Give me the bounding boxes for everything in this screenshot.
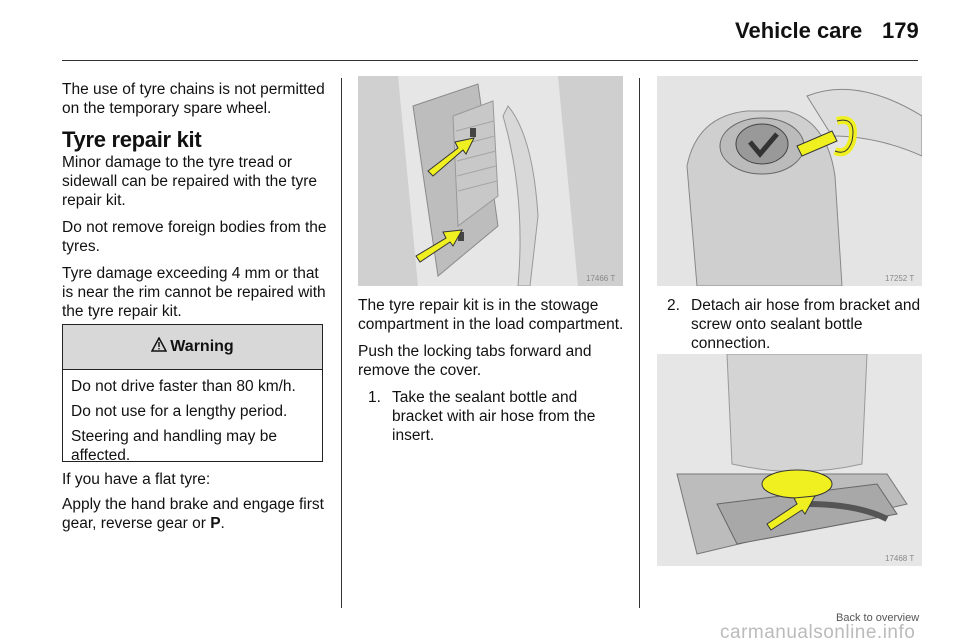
step-text: Detach air hose from bracket and screw onto sealant bottle connection. (691, 297, 921, 352)
gear-p-label: P (210, 515, 221, 532)
text-run: . (220, 515, 225, 532)
column-divider-1 (341, 78, 342, 608)
paragraph: If you have a flat tyre: (62, 471, 211, 488)
step-1 (358, 388, 628, 445)
column-divider-2 (639, 78, 640, 608)
back-to-overview-link[interactable]: Back to overview (836, 612, 920, 624)
warning-title: Warning (170, 338, 234, 355)
figure-number: 17468 T (885, 554, 915, 563)
paragraph: Tyre damage exceeding 4 mm or that is near the rim cannot be repaired with the tyre repair kit. (62, 265, 326, 320)
step-2 (667, 296, 922, 353)
warning-line: Steering and handling may be affected. (71, 428, 277, 464)
warning-header (63, 325, 322, 370)
intro-paragraph: The use of tyre chains is not permitted on the temporary spare wheel. (62, 81, 325, 117)
step-text: Take the sealant bottle and bracket with air hose from the insert. (392, 389, 596, 444)
warning-line: Do not drive faster than 80 km/h. (71, 378, 296, 395)
step-number: 2. (667, 297, 680, 314)
paragraph: Minor damage to the tyre tread or sidewall can be repaired with the tyre repair kit. (62, 154, 318, 209)
column-3 (667, 296, 922, 353)
warning-body (63, 370, 322, 465)
column-1 (62, 80, 327, 329)
header-divider (62, 60, 918, 61)
flat-tyre-instructions (62, 470, 327, 539)
watermark: carmanualsonline.info (720, 622, 916, 643)
figure-number: 17252 T (885, 274, 915, 283)
step-number: 1. (368, 389, 381, 406)
paragraph: Do not remove foreign bodies from the tyres. (62, 219, 327, 255)
paragraph: Push the locking tabs forward and remove the cover. (358, 343, 592, 379)
figure-bracket-hose (657, 354, 922, 566)
figure-sealant-bottle (657, 76, 922, 286)
paragraph (62, 495, 327, 533)
figure-number: 17466 T (586, 274, 616, 283)
section-heading: Tyre repair kit (62, 127, 202, 152)
warning-box (62, 324, 323, 462)
warning-triangle-icon (151, 337, 167, 357)
column-2 (358, 296, 628, 445)
page-number: 179 (882, 18, 919, 43)
text-run: Apply the hand brake and engage first gear, reverse gear or (62, 496, 324, 532)
paragraph: The tyre repair kit is in the stowage compartment in the load compartment. (358, 297, 624, 333)
section-title: Vehicle care (735, 18, 863, 43)
warning-line: Do not use for a lengthy period. (71, 403, 288, 420)
figure-stowage-compartment (358, 76, 623, 286)
